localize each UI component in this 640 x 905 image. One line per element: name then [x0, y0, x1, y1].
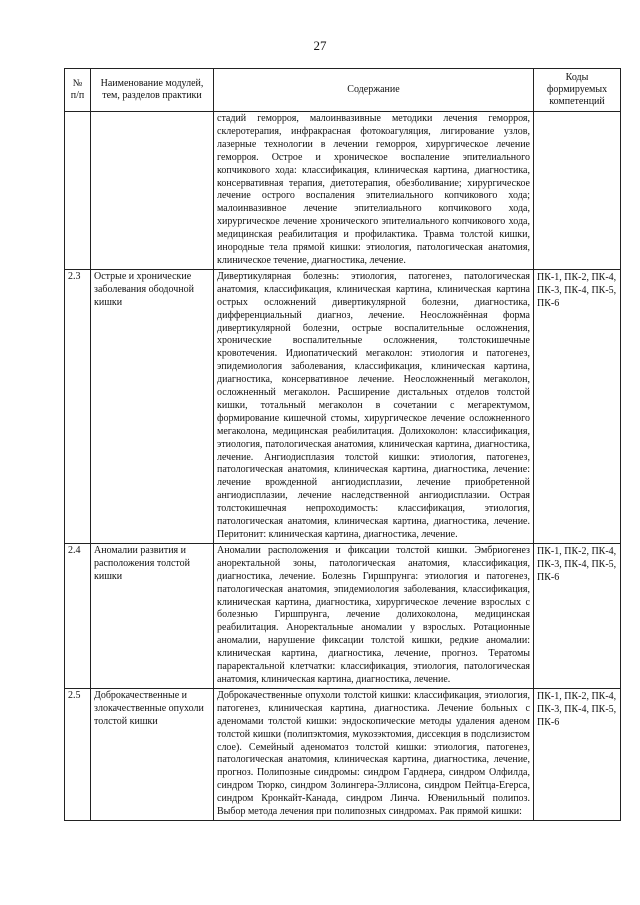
row-name: Доброкачественные и злокачественные опухоли толстой кишки — [91, 688, 214, 820]
row-codes: ПК-1, ПК-2, ПК-4, ПК-3, ПК-4, ПК-5, ПК-6 — [534, 688, 621, 820]
row-codes: ПК-1, ПК-2, ПК-4, ПК-3, ПК-4, ПК-5, ПК-6 — [534, 269, 621, 543]
header-codes: Коды формируемых компетенций — [534, 69, 621, 112]
header-name: Наименование модулей, тем, разделов практики — [91, 69, 214, 112]
row-name — [91, 112, 214, 270]
row-content: стадий геморроя, малоинвазивные методики лечения геморроя, склеротерапия, инфракрасная фотокоагуляция, лигирование узлов, лазерные технологии в лечении геморроя, хирургическое лечение геморроя. Острое и хроническое воспаление эпителиального копчикового хода: классификация, клиническая картина, диагностика, консервативная терапия, диетотерапия, обезболивание; хирургическое лечение острого воспаления эпителиального копчикового хода; малоинвазивное лечение эпителиального копчикового хода, хирургическое лечение хронического эпителиального копчикового хода, медицинская реабилитация и профилактика. Травма толстой кишки, инородные тела прямой кишки: этиология, патологическая анатомия, клиническое течение, диагностика, лечение. — [214, 112, 534, 270]
curriculum-table — [64, 68, 621, 821]
row-num: 2.3 — [65, 269, 91, 543]
table-header-row — [65, 69, 621, 112]
row-num — [65, 112, 91, 270]
row-name: Острые и хронические заболевания ободочной кишки — [91, 269, 214, 543]
page-number: 27 — [313, 38, 327, 53]
table-row — [65, 543, 621, 688]
row-name: Аномалии развития и расположения толстой кишки — [91, 543, 214, 688]
row-num: 2.5 — [65, 688, 91, 820]
row-codes — [534, 112, 621, 270]
row-content: Аномалии расположения и фиксации толстой кишки. Эмбриогенез аноректальной зоны, патологическая анатомия, классификация, диагностика, лечение. Болезнь Гиршпрунга: этиология и патогенез, патологическая анатомия, эпидемиология заболевания, классификация, клиническая картина, диагностика, хирургическое лечение взрослых с болезнью Гиршпрунга, лечение долихоколона, медицинская реабилитация. Аноректальные аномалии у взрослых. Ротационные аномалии, нарушение фиксации толстой кишки, редкие аномалии: клиническая картина, диагностика, лечение, прогноз. Тератомы параректальной клетчатки: классификация, этиология, патологическая анатомия, клиническая картина, диагностика, лечение. — [214, 543, 534, 688]
table-row — [65, 269, 621, 543]
header-num: № п/п — [65, 69, 91, 112]
row-codes: ПК-1, ПК-2, ПК-4, ПК-3, ПК-4, ПК-5, ПК-6 — [534, 543, 621, 688]
header-content: Содержание — [214, 69, 534, 112]
table-row — [65, 112, 621, 270]
row-num: 2.4 — [65, 543, 91, 688]
row-content: Дивертикулярная болезнь: этиология, патогенез, патологическая анатомия, классификация, клиническая картина, клиническая картина острых осложнений дивертикулярной болезни, диагностика, дифференциальный диагноз, лечение. Неосложнённая форма дивертикулярной болезни, острые воспалительные осложнения, хронические воспалительные осложнения, толстокишечные кровотечения. Идиопатический мегаколон: этиология и патогенез, эпидемиология заболевания, классификация, клиническая картина, диагностика, консервативное лечение. Неосложненный мегаколон, осложненный мегаколон. Расширение дистальных отделов толстой кишки, тотальный мегаколон в сочетании с мегаректумом, формирование кишечной стомы, хирургическое лечение осложненного мегаколона, медицинская реабилитация. Долихоколон: классификация, этиология, патологическая анатомия, клиническая картина, диагностика, лечение. Ангиодисплазия толстой кишки: этиология, патогенез, патологическая анатомия, клиническая картина, диагностика, лечение: лечение врожденной ангиодисплазии, лечение приобретенной ангиодисплазии, лечение наследственной ангиодисплазии. Острая толстокишечная непроходимость: классификация, этиология, патологическая анатомия, клиническая картина, диагностика, лечение. Перитонит: клиническая картина, диагностика, лечение. — [214, 269, 534, 543]
table-row — [65, 688, 621, 820]
row-content: Доброкачественные опухоли толстой кишки: классификация, этиология, патогенез, клиническая картина, диагностика. Лечение больных с аденомами толстой кишки: эндоскопические методы удаления аденом толстой кишки (полипэктомия, мукозэктомия, диссекция в подслизистом слое). Семейный аденоматоз толстой кишки: этиология, патогенез, патологическая анатомия, клиническая картина, диагностика, лечение, прогноз. Полипозные синдромы: синдром Гарднера, синдром Олфилда, синдром Тюрко, синдром Золингера-Эллисона, синдром Пейтца-Егерса, синдром Кронкайт-Канада, синдром Линча. Ювенильный полипоз. Выбор метода лечения при полипозных синдромах. Рак прямой кишки: — [214, 688, 534, 820]
